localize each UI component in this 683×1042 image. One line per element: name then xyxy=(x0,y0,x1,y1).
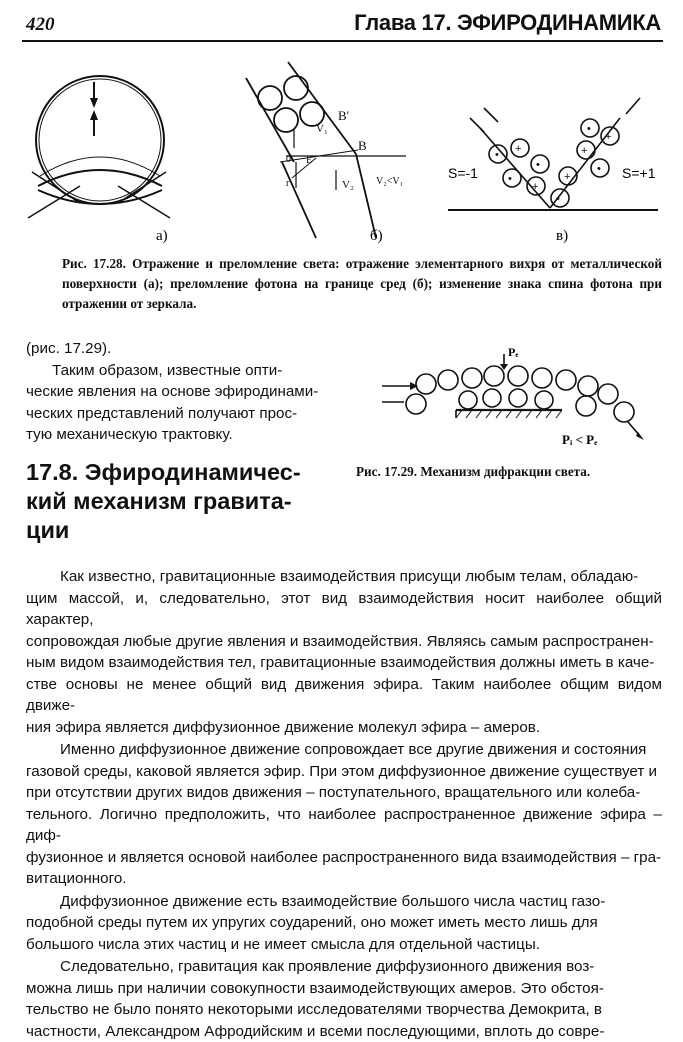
figure-reference: (рис. 17.29). xyxy=(26,338,336,360)
intro-line: ческие явления на основе эфиродинами- xyxy=(26,381,336,403)
svg-text:•: • xyxy=(597,163,601,175)
label-b: B xyxy=(358,138,367,153)
paragraph-3 xyxy=(26,891,662,956)
label-b-prime: B' xyxy=(338,108,349,123)
svg-text:+: + xyxy=(532,181,538,193)
header-rule xyxy=(22,40,663,42)
figure-1728-panel-c xyxy=(440,58,665,248)
label-r: r xyxy=(286,178,290,189)
text-line: щим массой, и, следовательно, этот вид взаимодействия носит наиболее общий характер, xyxy=(26,588,662,631)
panel-c-label: в) xyxy=(556,228,568,244)
page-number: 420 xyxy=(26,14,55,36)
svg-text:•: • xyxy=(495,149,499,161)
label-e: E xyxy=(306,155,312,166)
section-heading-line: ции xyxy=(26,516,326,545)
text-line: частности, Александром Афродийским и всеми последующими, вплоть до совре- xyxy=(26,1021,662,1042)
main-text xyxy=(26,566,662,1042)
figure-1728-panel-b xyxy=(246,58,416,248)
figure-1729-caption: Рис. 17.29. Механизм дифракции света. xyxy=(356,462,666,482)
intro-block xyxy=(26,338,336,446)
text-line: Как известно, гравитационные взаимодействия присущи любым телам, обладаю- xyxy=(26,566,662,588)
svg-text:+: + xyxy=(605,131,611,143)
paragraph-1 xyxy=(26,566,662,738)
text-line: при отсутствии других видов движения – поступательного, вращательного или колеба- xyxy=(26,782,662,804)
text-line: тельство не было понято некоторыми исследователями творчества Демокрита, в xyxy=(26,999,662,1021)
paragraph-2 xyxy=(26,739,662,890)
text-line: подобной среды путем их упругих соударений, оно может иметь место лишь для xyxy=(26,912,662,934)
svg-text:•: • xyxy=(508,173,512,185)
text-line: большого числа этих частиц и не имеет смысла для отдельной частицы. xyxy=(26,934,662,956)
figure-1728-panel-a xyxy=(20,58,190,248)
section-heading-line: кий механизм гравита- xyxy=(26,487,326,516)
label-v2: V₂ xyxy=(342,179,354,191)
svg-text:•: • xyxy=(536,159,540,171)
panel-a-label: а) xyxy=(156,228,168,244)
chapter-running-head: Глава 17. ЭФИРОДИНАМИКА xyxy=(354,10,661,36)
figure-1729-diagram xyxy=(372,340,672,460)
intro-line: Таким образом, известные опти- xyxy=(26,360,336,382)
text-line: стве основы не менее общий вид движения эфира. Таким наиболее общим видом движе- xyxy=(26,674,662,717)
text-line: ным видом взаимодействия тел, гравитационные взаимодействия должны иметь в каче- xyxy=(26,652,662,674)
text-line: фузионное и является основой наиболее распространенного вида взаимодействия – гра- xyxy=(26,847,662,869)
label-spin-left: S=-1 xyxy=(448,165,478,181)
svg-text:+: + xyxy=(581,145,587,157)
intro-line: ческих представлений получают прос- xyxy=(26,403,336,425)
svg-text:+: + xyxy=(515,143,521,155)
text-line: тельного. Логично предположить, что наиболее распространенное движение эфира – диф- xyxy=(26,804,662,847)
label-pe: Pₑ xyxy=(508,345,518,359)
text-line: Именно диффузионное движение сопровождает все другие движения и состояния xyxy=(26,739,662,761)
panel-b-label: б) xyxy=(370,228,383,244)
svg-text:•: • xyxy=(556,193,560,205)
label-speed-relation: V₂<V₁ xyxy=(376,176,403,187)
section-heading-line: 17.8. Эфиродинамичес- xyxy=(26,458,326,487)
paragraph-4 xyxy=(26,956,662,1042)
text-line: можна лишь при наличии совокупности взаимодействующих амеров. Это обстоя- xyxy=(26,978,662,1000)
section-heading xyxy=(26,458,326,545)
label-v1: V₁ xyxy=(316,123,328,135)
intro-line: тую механическую трактовку. xyxy=(26,424,336,446)
figure-1728-caption: Рис. 17.28. Отражение и преломление света: отражение элементарного вихря от металлической поверхности (а); преломление фотона на границе сред (б); изменение знака спина фотона при отражении от зеркала. xyxy=(62,254,662,314)
label-spin-right: S=+1 xyxy=(622,165,656,181)
text-line: сопровождая любые другие явления и взаимодействия. Являясь самым распространен- xyxy=(26,631,662,653)
svg-text:+: + xyxy=(564,171,570,183)
text-line: Следовательно, гравитация как проявление диффузионного движения воз- xyxy=(26,956,662,978)
text-line: Диффузионное движение есть взаимодействие большого числа частиц газо- xyxy=(26,891,662,913)
label-pressure-relation: Pᵢ < Pₑ xyxy=(562,432,598,447)
svg-text:•: • xyxy=(587,123,591,135)
text-line: ния эфира является диффузионное движение молекул эфира – амеров. xyxy=(26,717,662,739)
label-o: 0 xyxy=(286,154,291,165)
text-line: витационного. xyxy=(26,868,662,890)
text-line: газовой среды, каковой является эфир. При этом диффузионное движение существует и xyxy=(26,761,662,783)
